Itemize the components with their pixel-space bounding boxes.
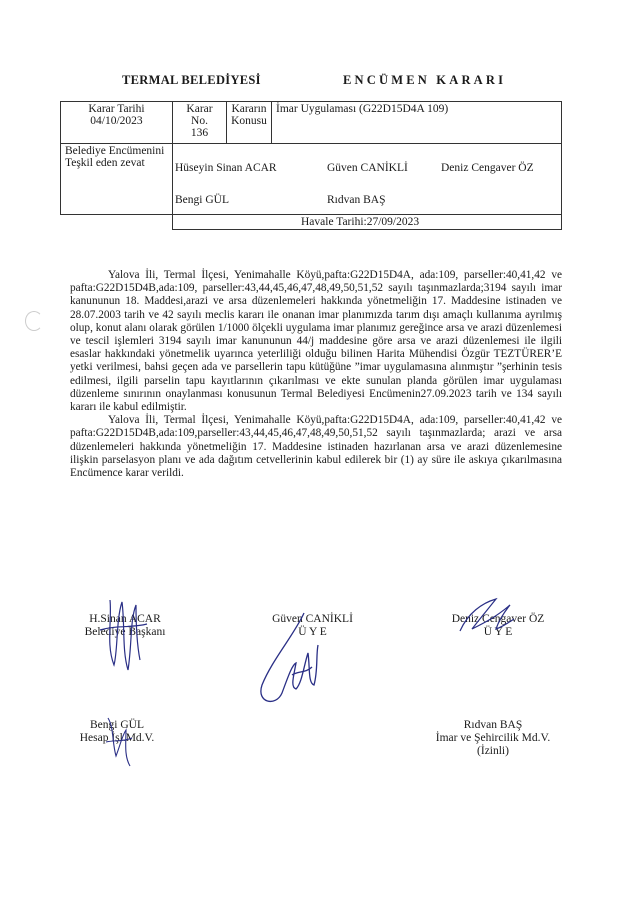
subject-value: İmar Uygulaması (G22D15D4A 109) (276, 103, 449, 115)
decision-paragraph-2: Yalova İli, Termal İlçesi, Yenimahalle Köyü,pafta:G22D15D4A, ada:109, parseller:40,41,42 ve pafta:G22D15D4B,ada:109,parseller:43,44,45,46,47,48,49,50,51,52 sayılı taşınmazlarda; arazi ve arsa düzenlemeleri hakkında yönetmeliğin 17. Maddesine istinaden hazırlanan arsa ve arazi düzenlemesine ilişkin parselasyon planı ve ada dağıtım cetvellerinin kabul edilerek bir (1) ay süre ile askıya çıkarılmasına Encümence karar verildi. (70, 414, 562, 480)
signer-name-oz: Deniz Cengaver ÖZ (451, 613, 545, 625)
decision-header-row (61, 102, 562, 144)
subject-value-cell (272, 102, 562, 144)
subject-label-line2: Konusu (231, 115, 267, 127)
signature-block-canikli (255, 613, 370, 639)
decision-date-label: Karar Tarihi (88, 103, 145, 115)
decision-date-value: 04/10/2023 (90, 115, 143, 127)
member-bas: Rıdvan BAŞ (327, 194, 386, 206)
signer-title-canikli: Ü Y E (298, 626, 327, 638)
signature-block-gul (72, 719, 162, 745)
signer-name-gul: Bengi GÜL (90, 719, 144, 731)
decision-info-table (60, 101, 562, 230)
member-gul: Bengi GÜL (175, 194, 229, 206)
document-type-title: ENCÜMEN KARARI (343, 73, 507, 87)
decision-number-label: Karar No. (186, 103, 213, 127)
signer-title-gul: Hesap İşl.Md.V. (79, 732, 155, 744)
decision-number-value: 136 (190, 127, 209, 139)
signer-title-acar: Belediye Başkanı (84, 626, 166, 638)
decision-date-cell (61, 102, 173, 144)
margin-mark (25, 311, 43, 331)
council-label-line2: Teşkil eden zevat (65, 157, 145, 169)
council-members-cell (173, 144, 562, 215)
signer-title-bas: İmar ve Şehircilik Md.V. (435, 732, 551, 744)
decision-number-cell (173, 102, 227, 144)
council-label-line1: Belediye Encümenini (65, 145, 165, 157)
member-acar: Hüseyin Sinan ACAR (175, 162, 277, 174)
signature-block-bas (418, 719, 568, 758)
member-canikli: Güven CANİKLİ (327, 162, 408, 174)
council-row (61, 144, 562, 215)
referral-date-cell (173, 215, 562, 230)
referral-row (61, 215, 562, 230)
signature-block-oz (438, 613, 558, 639)
signer-name-canikli: Güven CANİKLİ (272, 613, 353, 625)
signer-note-bas: (İzinli) (477, 745, 509, 757)
decision-paragraph-1: Yalova İli, Termal İlçesi, Yenimahalle Köyü,pafta:G22D15D4A, ada:109, parseller:40,41,42 ve pafta:G22D15D4B,ada:109, parseller:43,44,45,46,47,48,49,50,51,52 sayılı taşınmazlarda;3194 sayılı imar kanununun 18. Maddesi,arazi ve arsa düzenlemeleri hakkında yönetmeliğin 17. Maddesine istinaden ve 28.07.2003 tarih ve 42 sayılı meclis kararı ile onanan imar planımızda tarım dışı amaçlı kullanıma ayrılmış olup, konut alanı olarak görülen 1/1000 ölçekli uygulama imar planımız gereğince arsa ve arazi düzenlemesi ve tescil işlemleri 3194 sayılı imar kanununun 44/j maddesine göre arsa ve arazi düzenlemesi ile ilgili esaslar hakkındaki yönetmelik uyarınca yeterliliği olduğu bilinen Harita Mühendisi Özgür TEZTÜRER’E yetki verilmesi, bahsi geçen ada ve parsellerin tapu kütüğüne ”imar uygulamasına alınmıştır ”şerhinin tesis edilmesi, ilgili parselin tapu kayıtlarının çıkarılması ve ekte sunulan planda görülen imar uygulaması düzenleme sınırının onaylanması konusunun Termal Belediyesi Encümenin27.09.2023 tarih ve 134 sayılı kararı ile kabul edilmiştir. (70, 269, 562, 414)
council-label-cell (61, 144, 173, 215)
signer-name-acar: H.Sinan ACAR (89, 613, 161, 625)
signature-block-acar (70, 613, 180, 639)
decision-body (70, 269, 562, 480)
member-oz: Deniz Cengaver ÖZ (441, 162, 534, 174)
signer-name-bas: Rıdvan BAŞ (463, 719, 523, 731)
subject-label-cell (227, 102, 272, 144)
subject-label-line1: Kararın (231, 103, 267, 115)
referral-date: Havale Tarihi:27/09/2023 (301, 216, 420, 228)
municipality-title: TERMAL BELEDİYESİ (122, 73, 261, 87)
signer-title-oz: Ü Y E (483, 626, 513, 638)
